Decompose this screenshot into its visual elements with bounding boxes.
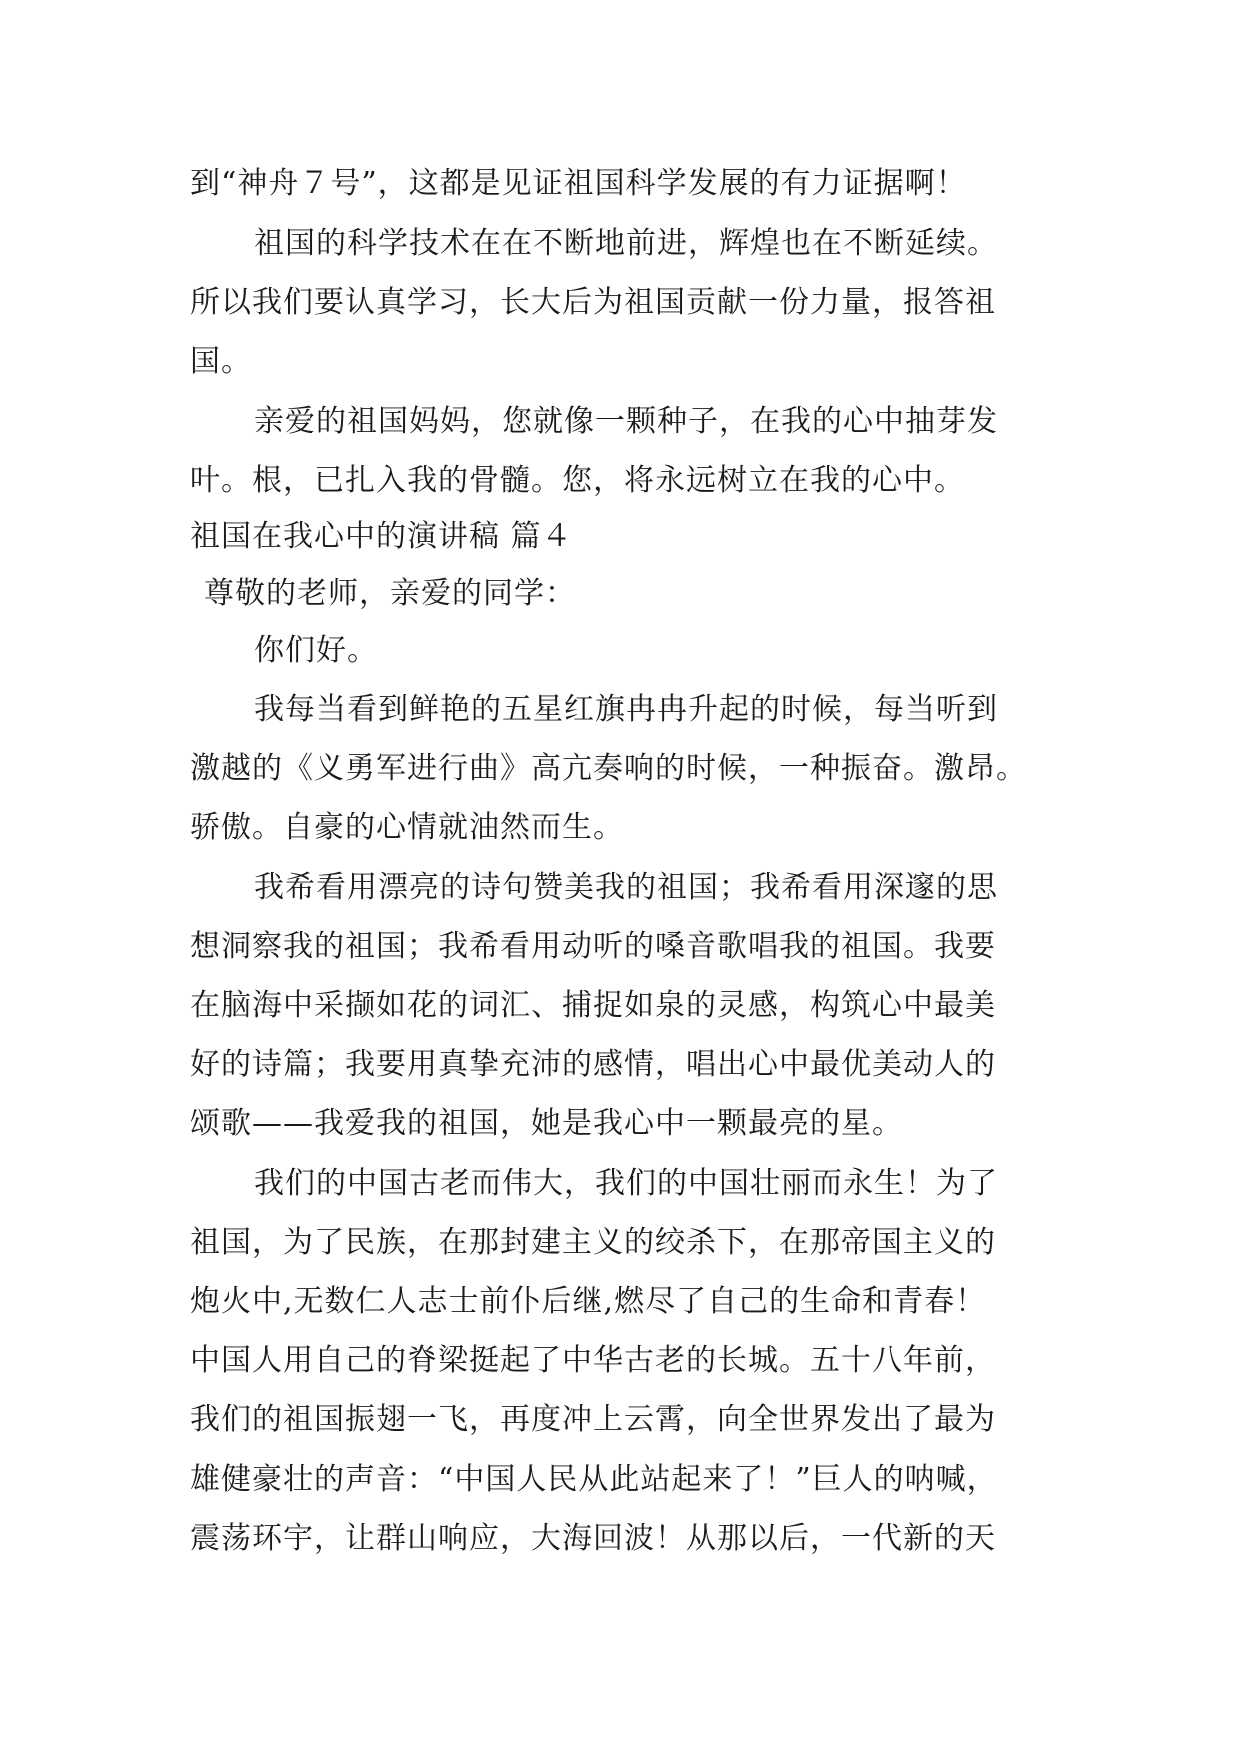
text-line: 震荡环宇，让群山响应，大海回波！从那以后，一代新的天	[190, 1521, 996, 1556]
text-line: 我们的祖国振翅一飞，再度冲上云霄，向全世界发出了最为	[190, 1402, 996, 1437]
text-line: 到“神舟７号”，这都是见证祖国科学发展的有力证据啊！	[190, 166, 967, 201]
greeting-line: 你们好。	[254, 633, 378, 668]
text-line: 国。	[190, 344, 252, 379]
paragraph-first-line: 祖国的科学技术在在不断地前进，辉煌也在不断延续。	[254, 226, 998, 261]
text-line: 想洞察我的祖国；我希看用动听的嗓音歌唱我的祖国。我要	[190, 929, 996, 964]
paragraph-first-line: 我希看用漂亮的诗句赞美我的祖国；我希看用深邃的思	[254, 870, 998, 905]
text-line: 中国人用自己的脊梁挺起了中华古老的长城。五十八年前，	[190, 1343, 996, 1378]
section-heading: 祖国在我心中的演讲稿 篇４	[190, 519, 573, 554]
text-line: 骄傲。自豪的心情就油然而生。	[190, 810, 624, 845]
text-line: 在脑海中采撷如花的词汇、捕捉如泉的灵感，构筑心中最美	[190, 988, 996, 1023]
text-line: 好的诗篇；我要用真挚充沛的感情，唱出心中最优美动人的	[190, 1047, 996, 1082]
text-line: 激越的《义勇军进行曲》高亢奏响的时候，一种振奋。激昂。	[190, 751, 1027, 786]
text-line: 所以我们要认真学习，长大后为祖国贡献一份力量，报答祖	[190, 285, 996, 320]
salutation: 尊敬的老师，亲爱的同学：	[204, 576, 576, 611]
text-line: 炮火中,无数仁人志士前仆后继,燃尽了自己的生命和青春！	[190, 1284, 987, 1319]
text-line: 雄健豪壮的声音：“中国人民从此站起来了！”巨人的呐喊，	[190, 1462, 998, 1497]
text-line: 祖国，为了民族，在那封建主义的绞杀下，在那帝国主义的	[190, 1225, 996, 1260]
text-line: 颂歌——我爱我的祖国，她是我心中一颗最亮的星。	[190, 1106, 903, 1141]
paragraph-first-line: 亲爱的祖国妈妈，您就像一颗种子，在我的心中抽芽发	[254, 404, 998, 439]
paragraph-first-line: 我们的中国古老而伟大，我们的中国壮丽而永生！为了	[254, 1166, 998, 1201]
paragraph-first-line: 我每当看到鲜艳的五星红旗冉冉升起的时候，每当听到	[254, 692, 998, 727]
text-line: 叶。根，已扎入我的骨髓。您，将永远树立在我的心中。	[190, 463, 965, 498]
